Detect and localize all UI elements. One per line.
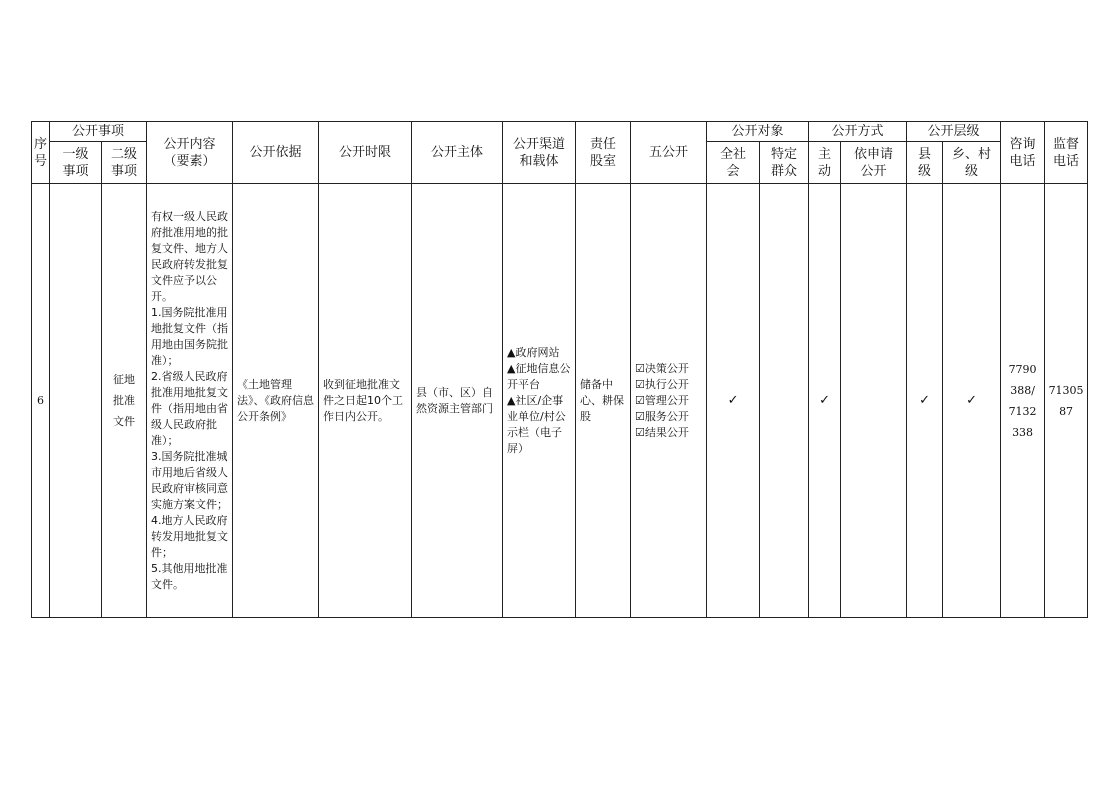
header-level-town: 乡、村 级 — [943, 142, 1001, 184]
header-item-group: 公开事项 — [50, 122, 147, 142]
header-deadline: 公开时限 — [319, 122, 412, 184]
disclosure-table — [31, 121, 1088, 618]
five-public-item: ☑结果公开 — [635, 425, 689, 439]
five-public-item: ☑管理公开 — [635, 393, 689, 407]
header-content: 公开内容 （要素） — [147, 122, 233, 184]
row-level1 — [50, 184, 102, 618]
five-public-item: ☑执行公开 — [635, 377, 689, 391]
header-method-group: 公开方式 — [809, 122, 907, 142]
row-five-public — [631, 184, 707, 618]
row-channel: ▲政府网站 ▲征地信息公开平台 ▲社区/企事业单位/村公示栏（电子屏） — [503, 184, 576, 618]
header-subject: 公开主体 — [412, 122, 503, 184]
row-office: 储备中心、耕保股 — [576, 184, 631, 618]
header-basis: 公开依据 — [233, 122, 319, 184]
header-seq: 序 号 — [32, 122, 50, 184]
row-target-specific-check — [760, 184, 809, 618]
table-row — [32, 184, 1088, 618]
header-five-public: 五公开 — [631, 122, 707, 184]
row-supervise-phone: 71305 87 — [1045, 184, 1088, 618]
header-consult-phone: 咨询 电话 — [1001, 122, 1045, 184]
header-supervise-phone: 监督 电话 — [1045, 122, 1088, 184]
header-method-active: 主 动 — [809, 142, 841, 184]
header-target-group: 公开对象 — [707, 122, 809, 142]
row-target-all-check: ✓ — [707, 184, 760, 618]
row-deadline: 收到征地批准文件之日起10个工作日内公开。 — [319, 184, 412, 618]
row-method-request-check — [841, 184, 907, 618]
row-level2: 征地 批准 文件 — [102, 184, 147, 618]
row-seq: 6 — [32, 184, 50, 618]
row-content: 有权一级人民政府批准用地的批复文件、地方人民政府转发批复文件应予以公开。 1.国务院批准用地批复文件（指用地由国务院批准）； 2.省级人民政府批准用地批复文件（指用地由省级人民政府批准）； 3.国务院批准城市用地后省级人民政府审核同意实施方案文件； 4.地方人民政府转发用地批复文件； 5.其他用地批准文件。 — [147, 184, 233, 618]
row-level-town-check: ✓ — [943, 184, 1001, 618]
header-level-county: 县 级 — [907, 142, 943, 184]
header-item-level1: 一级 事项 — [50, 142, 102, 184]
five-public-item: ☑服务公开 — [635, 409, 689, 423]
row-method-active-check: ✓ — [809, 184, 841, 618]
header-office: 责任 股室 — [576, 122, 631, 184]
row-level-county-check: ✓ — [907, 184, 943, 618]
header-target-all: 全社 会 — [707, 142, 760, 184]
header-item-level2: 二级 事项 — [102, 142, 147, 184]
header-level-group: 公开层级 — [907, 122, 1001, 142]
five-public-item: ☑决策公开 — [635, 361, 689, 375]
row-consult-phone: 7790 388/ 7132 338 — [1001, 184, 1045, 618]
header-method-request: 依申请 公开 — [841, 142, 907, 184]
row-subject: 县（市、区）自然资源主管部门 — [412, 184, 503, 618]
row-basis: 《土地管理法》、《政府信息公开条例》 — [233, 184, 319, 618]
header-channel: 公开渠道 和载体 — [503, 122, 576, 184]
header-target-specific: 特定 群众 — [760, 142, 809, 184]
